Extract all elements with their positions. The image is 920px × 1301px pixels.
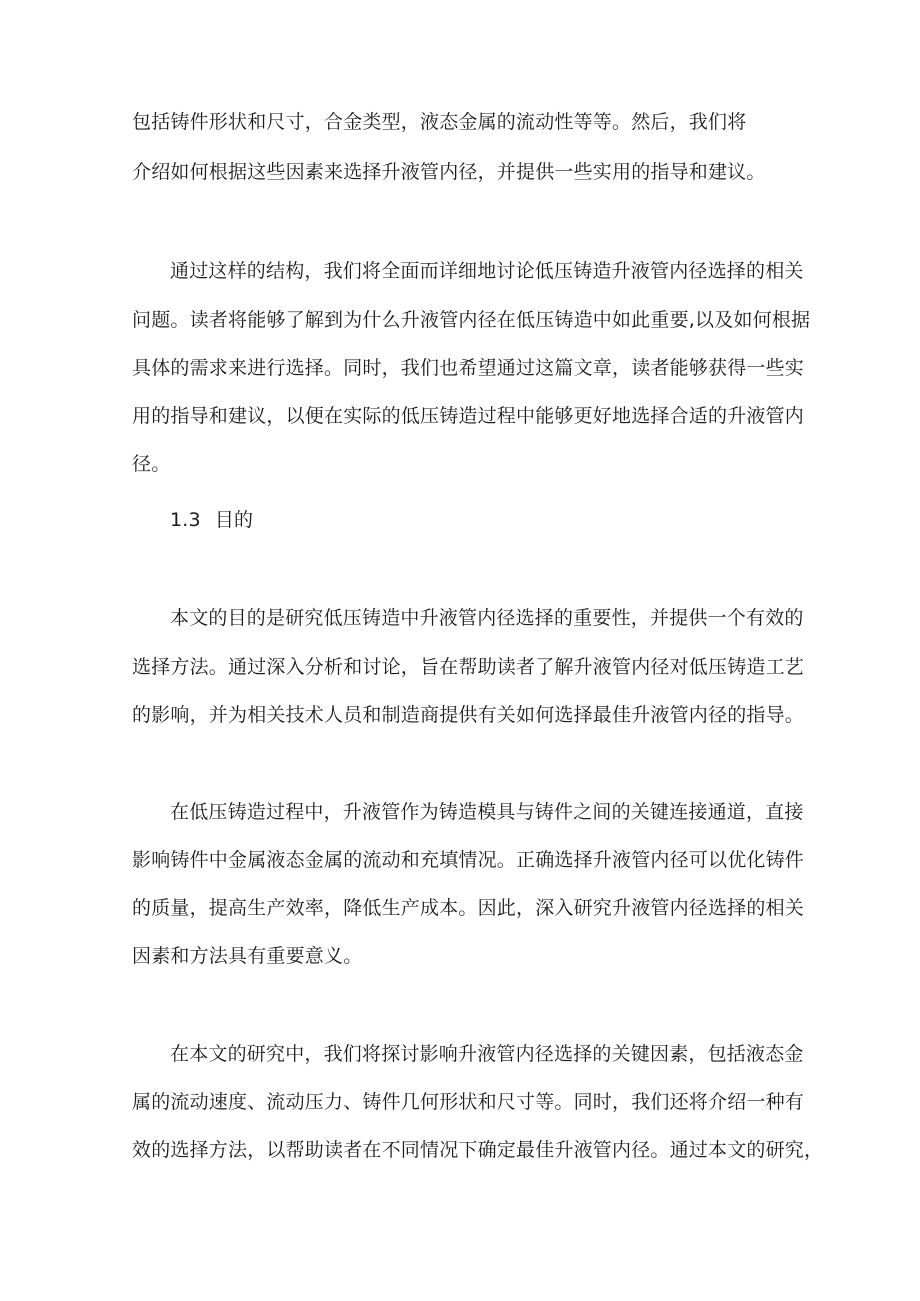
paragraph-line: 本文的目的是研究低压铸造中升液管内径选择的重要性，并提供一个有效的 [170, 607, 804, 629]
paragraph-line: 在低压铸造过程中，升液管作为铸造模具与铸件之间的关键连接通道，直接 [170, 801, 804, 823]
paragraph-line: 影响铸件中金属液态金属的流动和充填情况。正确选择升液管内径可以优化铸件 [132, 849, 805, 871]
paragraph-line: 在本文的研究中，我们将探讨影响升液管内径选择的关键因素，包括液态金 [170, 1043, 804, 1065]
paragraph-line: 径。 [132, 453, 171, 475]
paragraph-line: 的影响，并为相关技术人员和制造商提供有关如何选择最佳升液管内径的指导。 [132, 704, 805, 726]
paragraph-line: 包括铸件形状和尺寸，合金类型，液态金属的流动性等等。然后，我们将 [132, 111, 747, 133]
paragraph-line: 属的流动速度、流动压力、铸件几何形状和尺寸等。同时，我们还将介绍一种有 [132, 1091, 805, 1113]
paragraph-line: 通过这样的结构，我们将全面而详细地讨论低压铸造升液管内径选择的相关 [170, 260, 804, 282]
paragraph-line: 的质量，提高生产效率，降低生产成本。因此，深入研究升液管内径选择的相关 [132, 897, 805, 919]
paragraph-line: 介绍如何根据这些因素来选择升液管内径，并提供一些实用的指导和建议。 [132, 161, 766, 183]
paragraph-line: 选择方法。通过深入分析和讨论，旨在帮助读者了解升液管内径对低压铸造工艺 [132, 656, 805, 678]
paragraph-line: 具体的需求来进行选择。同时，我们也希望通过这篇文章，读者能够获得一些实 [132, 357, 805, 379]
paragraph-line: 问题。读者将能够了解到为什么升液管内径在低压铸造中如此重要,以及如何根据 [132, 309, 811, 331]
paragraph-line: 因素和方法具有重要意义。 [132, 945, 363, 967]
paragraph-line: 效的选择方法，以帮助读者在不同情况下确定最佳升液管内径。通过本文的研究， [132, 1139, 824, 1161]
section-number: 1.3 [170, 509, 201, 531]
section-title: 目的 [214, 509, 254, 531]
section-heading [170, 508, 253, 532]
paragraph-line: 用的指导和建议，以便在实际的低压铸造过程中能够更好地选择合适的升液管内 [132, 405, 805, 427]
